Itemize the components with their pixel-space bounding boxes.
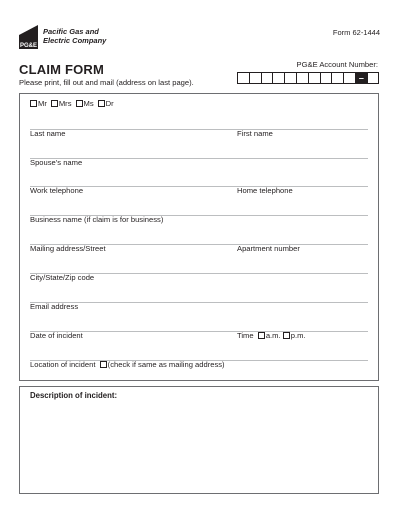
- account-number-digit-box[interactable]: [331, 72, 343, 84]
- account-number-digit-box[interactable]: [284, 72, 296, 84]
- honorific-label-ms: Ms: [83, 99, 94, 108]
- honorific-checkbox-mrs[interactable]: [51, 100, 58, 107]
- logo-mark-text: PG&E: [20, 43, 38, 49]
- location-row[interactable]: [30, 349, 368, 369]
- pge-logo-mark-icon: [19, 25, 38, 49]
- honorific-option-mr[interactable]: [30, 99, 47, 108]
- spouse-name-label: Spouse’s name: [30, 158, 83, 167]
- account-number-label: PG&E Account Number:: [296, 60, 378, 69]
- account-number-digit-box[interactable]: [237, 72, 249, 84]
- account-number-digit-box[interactable]: [320, 72, 332, 84]
- honorific-option-mrs[interactable]: [51, 99, 72, 108]
- first-name-label: First name: [237, 129, 273, 138]
- honorific-options: [30, 99, 118, 108]
- honorific-checkbox-ms[interactable]: [76, 100, 83, 107]
- company-name-line2: Electric Company: [43, 36, 107, 45]
- honorific-option-dr[interactable]: [98, 99, 114, 108]
- description-label: Description of incident:: [30, 391, 118, 400]
- page-subtitle: Please print, fill out and mail (address on last page).: [19, 78, 194, 87]
- time-label: Time: [237, 331, 254, 340]
- pge-logo: [19, 25, 109, 49]
- location-field: [30, 360, 225, 369]
- email-label: Email address: [30, 302, 79, 311]
- account-number-digit-box[interactable]: [367, 72, 379, 84]
- account-number-boxes[interactable]: [237, 72, 379, 84]
- email-row[interactable]: [30, 291, 368, 311]
- honorific-label-mr: Mr: [38, 99, 47, 108]
- pm-label: p.m.: [290, 331, 306, 340]
- honorific-label-dr: Dr: [105, 99, 114, 108]
- time-field: [237, 331, 306, 340]
- last-name-label: Last name: [30, 129, 66, 138]
- apartment-number-label: Apartment number: [237, 244, 300, 253]
- pm-checkbox[interactable]: [283, 332, 290, 339]
- am-checkbox[interactable]: [258, 332, 265, 339]
- mailing-address-label: Mailing address/Street: [30, 244, 106, 253]
- business-name-label: Business name (if claim is for business): [30, 215, 164, 224]
- account-number-digit-box[interactable]: [261, 72, 273, 84]
- incident-date-row[interactable]: [30, 320, 368, 340]
- company-name-line1: Pacific Gas and: [43, 27, 99, 36]
- description-panel[interactable]: [19, 386, 379, 494]
- date-of-incident-label: Date of incident: [30, 331, 83, 340]
- mailing-address-row[interactable]: [30, 233, 368, 253]
- honorific-option-ms[interactable]: [76, 99, 94, 108]
- form-number: Form 62-1444: [332, 28, 380, 37]
- city-state-zip-label: City/State/Zip code: [30, 273, 95, 282]
- honorific-label-mrs: Mrs: [58, 99, 72, 108]
- page-title: CLAIM FORM: [19, 62, 105, 77]
- account-number-digit-box[interactable]: [308, 72, 320, 84]
- account-number-digit-box[interactable]: [296, 72, 308, 84]
- home-telephone-label: Home telephone: [237, 186, 293, 195]
- account-number-digit-box[interactable]: [272, 72, 284, 84]
- account-number-digit-box[interactable]: [343, 72, 355, 84]
- telephone-row[interactable]: [30, 175, 368, 195]
- same-as-mailing-checkbox[interactable]: [100, 361, 107, 368]
- honorific-checkbox-dr[interactable]: [98, 100, 105, 107]
- account-number-dash[interactable]: –: [355, 72, 367, 84]
- city-state-zip-row[interactable]: [30, 262, 368, 282]
- business-name-row[interactable]: [30, 204, 368, 224]
- account-number-digit-box[interactable]: [249, 72, 261, 84]
- work-telephone-label: Work telephone: [30, 186, 84, 195]
- spouse-name-row[interactable]: [30, 147, 368, 167]
- am-label: a.m.: [265, 331, 281, 340]
- honorific-checkbox-mr[interactable]: [30, 100, 37, 107]
- location-label: Location of incident: [30, 360, 96, 369]
- company-name: [43, 27, 106, 45]
- claimant-info-panel: [19, 93, 379, 381]
- same-as-mailing-label: (check if same as mailing address): [107, 360, 225, 369]
- name-row[interactable]: [30, 118, 368, 138]
